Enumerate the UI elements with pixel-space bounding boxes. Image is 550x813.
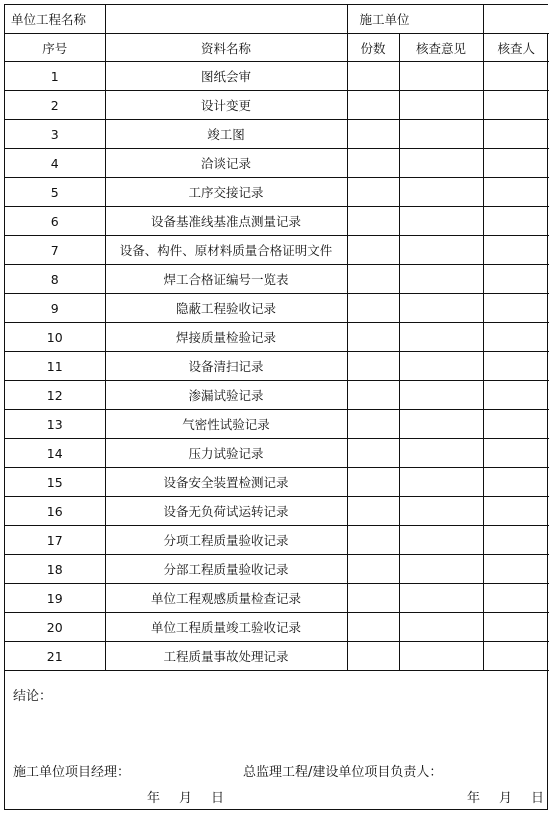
- row-opinion-cell[interactable]: [399, 352, 483, 381]
- row-reviewer-cell[interactable]: [483, 642, 549, 671]
- row-opinion-cell[interactable]: [399, 497, 483, 526]
- date-month: 月: [499, 791, 514, 806]
- row-copies-cell[interactable]: [347, 91, 399, 120]
- row-number: 21: [5, 642, 105, 671]
- table-row: [5, 149, 549, 178]
- row-reviewer-cell[interactable]: [483, 439, 549, 468]
- row-number: 11: [5, 352, 105, 381]
- table-row: [5, 178, 549, 207]
- contractor-manager-label: 施工单位项目经理：: [13, 765, 131, 780]
- row-doc-name: 单位工程观感质量检查记录: [105, 584, 347, 613]
- row-doc-name: 工程质量事故处理记录: [105, 642, 347, 671]
- row-number: 7: [5, 236, 105, 265]
- row-copies-cell[interactable]: [347, 468, 399, 497]
- row-opinion-cell[interactable]: [399, 555, 483, 584]
- row-copies-cell[interactable]: [347, 120, 399, 149]
- row-doc-name: 设备、构件、原材料质量合格证明文件: [105, 236, 347, 265]
- header-row: [5, 5, 549, 34]
- row-doc-name: 设备安全装置检测记录: [105, 468, 347, 497]
- row-copies-cell[interactable]: [347, 178, 399, 207]
- row-copies-cell[interactable]: [347, 265, 399, 294]
- row-reviewer-cell[interactable]: [483, 352, 549, 381]
- row-opinion-cell[interactable]: [399, 294, 483, 323]
- row-copies-cell[interactable]: [347, 294, 399, 323]
- row-opinion-cell[interactable]: [399, 584, 483, 613]
- row-number: 20: [5, 613, 105, 642]
- row-doc-name: 隐蔽工程验收记录: [105, 294, 347, 323]
- col-opinion-header: 核查意见: [399, 34, 483, 62]
- row-number: 17: [5, 526, 105, 555]
- row-reviewer-cell[interactable]: [483, 323, 549, 352]
- row-reviewer-cell[interactable]: [483, 410, 549, 439]
- construction-unit-field[interactable]: [483, 5, 549, 34]
- row-opinion-cell[interactable]: [399, 149, 483, 178]
- row-number: 18: [5, 555, 105, 584]
- row-reviewer-cell[interactable]: [483, 207, 549, 236]
- row-copies-cell[interactable]: [347, 555, 399, 584]
- table-row: [5, 207, 549, 236]
- row-doc-name: 工序交接记录: [105, 178, 347, 207]
- table-row: [5, 584, 549, 613]
- supervisor-label: 总监理工程/建设单位项目负责人：: [243, 765, 443, 780]
- row-reviewer-cell[interactable]: [483, 555, 549, 584]
- row-doc-name: 分项工程质量验收记录: [105, 526, 347, 555]
- table-row: [5, 642, 549, 671]
- row-reviewer-cell[interactable]: [483, 149, 549, 178]
- date-year: 年: [467, 791, 482, 806]
- row-doc-name: 设备基准线基准点测量记录: [105, 207, 347, 236]
- row-reviewer-cell[interactable]: [483, 120, 549, 149]
- contractor-date[interactable]: [147, 787, 225, 806]
- row-number: 12: [5, 381, 105, 410]
- supervisor-date[interactable]: [467, 787, 545, 806]
- table-row: [5, 381, 549, 410]
- row-opinion-cell[interactable]: [399, 381, 483, 410]
- row-copies-cell[interactable]: [347, 381, 399, 410]
- footer-section: [5, 675, 547, 809]
- row-copies-cell[interactable]: [347, 323, 399, 352]
- row-reviewer-cell[interactable]: [483, 584, 549, 613]
- row-copies-cell[interactable]: [347, 642, 399, 671]
- project-name-label: 单位工程名称: [5, 5, 105, 34]
- table-row: [5, 294, 549, 323]
- row-copies-cell[interactable]: [347, 410, 399, 439]
- row-reviewer-cell[interactable]: [483, 497, 549, 526]
- row-number: 13: [5, 410, 105, 439]
- row-doc-name: 渗漏试验记录: [105, 381, 347, 410]
- row-reviewer-cell[interactable]: [483, 62, 549, 91]
- table-row: [5, 352, 549, 381]
- table-row: [5, 236, 549, 265]
- table-row: [5, 91, 549, 120]
- row-opinion-cell[interactable]: [399, 410, 483, 439]
- row-number: 4: [5, 149, 105, 178]
- table-row: [5, 555, 549, 584]
- table-row: [5, 410, 549, 439]
- table-row: [5, 265, 549, 294]
- table-row: [5, 468, 549, 497]
- date-month: 月: [179, 791, 194, 806]
- row-doc-name: 焊接质量检验记录: [105, 323, 347, 352]
- row-copies-cell[interactable]: [347, 584, 399, 613]
- table-row: [5, 62, 549, 91]
- row-opinion-cell[interactable]: [399, 236, 483, 265]
- row-doc-name: 设备无负荷试运转记录: [105, 497, 347, 526]
- row-copies-cell[interactable]: [347, 526, 399, 555]
- date-day: 日: [211, 791, 226, 806]
- row-number: 8: [5, 265, 105, 294]
- row-number: 19: [5, 584, 105, 613]
- construction-unit-label: 施工单位: [347, 5, 483, 34]
- row-opinion-cell[interactable]: [399, 323, 483, 352]
- table-row: [5, 497, 549, 526]
- row-reviewer-cell[interactable]: [483, 294, 549, 323]
- table-row: [5, 439, 549, 468]
- row-number: 10: [5, 323, 105, 352]
- row-doc-name: 设计变更: [105, 91, 347, 120]
- table-row: [5, 526, 549, 555]
- row-opinion-cell[interactable]: [399, 642, 483, 671]
- col-copies-header: 份数: [347, 34, 399, 62]
- row-doc-name: 分部工程质量验收记录: [105, 555, 347, 584]
- row-doc-name: 洽谈记录: [105, 149, 347, 178]
- col-docname-header: 资料名称: [105, 34, 347, 62]
- row-reviewer-cell[interactable]: [483, 91, 549, 120]
- row-copies-cell[interactable]: [347, 352, 399, 381]
- row-doc-name: 竣工图: [105, 120, 347, 149]
- row-opinion-cell[interactable]: [399, 526, 483, 555]
- row-copies-cell[interactable]: [347, 207, 399, 236]
- row-opinion-cell[interactable]: [399, 120, 483, 149]
- row-number: 9: [5, 294, 105, 323]
- row-opinion-cell[interactable]: [399, 62, 483, 91]
- row-reviewer-cell[interactable]: [483, 613, 549, 642]
- conclusion-label: 结论：: [13, 689, 53, 704]
- row-number: 14: [5, 439, 105, 468]
- row-copies-cell[interactable]: [347, 439, 399, 468]
- row-doc-name: 单位工程质量竣工验收记录: [105, 613, 347, 642]
- row-doc-name: 压力试验记录: [105, 439, 347, 468]
- row-number: 1: [5, 62, 105, 91]
- row-number: 15: [5, 468, 105, 497]
- row-reviewer-cell[interactable]: [483, 468, 549, 497]
- row-opinion-cell[interactable]: [399, 207, 483, 236]
- row-opinion-cell[interactable]: [399, 178, 483, 207]
- row-opinion-cell[interactable]: [399, 468, 483, 497]
- table-row: [5, 613, 549, 642]
- table-row: [5, 323, 549, 352]
- project-name-field[interactable]: [105, 5, 347, 34]
- row-doc-name: 气密性试验记录: [105, 410, 347, 439]
- row-doc-name: 设备清扫记录: [105, 352, 347, 381]
- row-reviewer-cell[interactable]: [483, 236, 549, 265]
- document-sheet: [4, 4, 548, 810]
- row-reviewer-cell[interactable]: [483, 526, 549, 555]
- row-number: 5: [5, 178, 105, 207]
- row-doc-name: 图纸会审: [105, 62, 347, 91]
- col-reviewer-header: 核查人: [483, 34, 549, 62]
- row-number: 16: [5, 497, 105, 526]
- column-header-row: [5, 34, 549, 62]
- row-opinion-cell[interactable]: [399, 91, 483, 120]
- date-year: 年: [147, 791, 162, 806]
- row-opinion-cell[interactable]: [399, 265, 483, 294]
- table-body: [5, 62, 549, 671]
- date-day: 日: [531, 791, 546, 806]
- row-reviewer-cell[interactable]: [483, 381, 549, 410]
- row-number: 2: [5, 91, 105, 120]
- row-reviewer-cell[interactable]: [483, 265, 549, 294]
- row-opinion-cell[interactable]: [399, 613, 483, 642]
- row-number: 6: [5, 207, 105, 236]
- row-opinion-cell[interactable]: [399, 439, 483, 468]
- row-doc-name: 焊工合格证编号一览表: [105, 265, 347, 294]
- row-copies-cell[interactable]: [347, 149, 399, 178]
- row-copies-cell[interactable]: [347, 497, 399, 526]
- row-copies-cell[interactable]: [347, 236, 399, 265]
- table-row: [5, 120, 549, 149]
- row-number: 3: [5, 120, 105, 149]
- row-reviewer-cell[interactable]: [483, 178, 549, 207]
- inspection-table: [5, 5, 549, 671]
- row-copies-cell[interactable]: [347, 62, 399, 91]
- col-seq-header: 序号: [5, 34, 105, 62]
- row-copies-cell[interactable]: [347, 613, 399, 642]
